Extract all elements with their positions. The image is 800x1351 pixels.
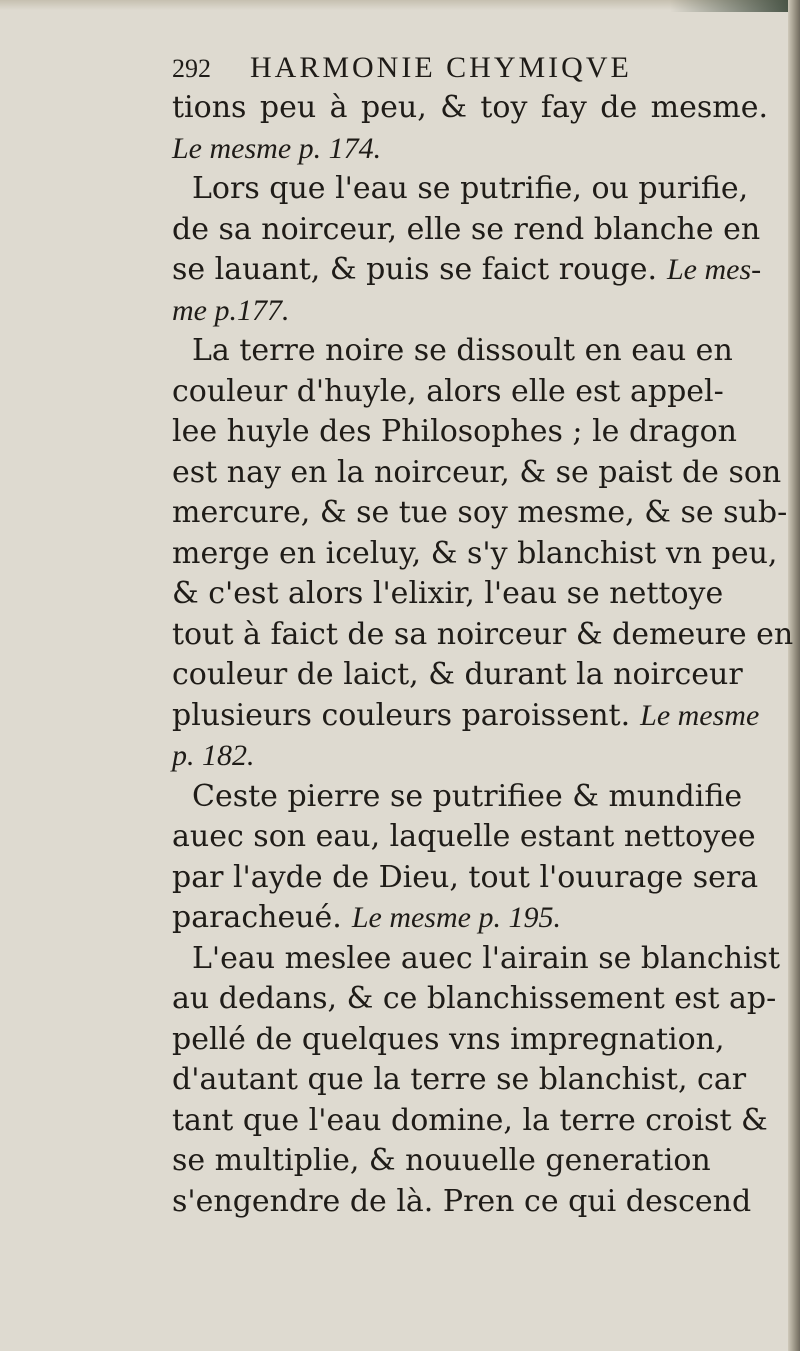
text-line (172, 250, 772, 291)
line-text: tions peu à peu, & toy fay de mesme. (172, 90, 768, 125)
line-text: mercure, & se tue soy mesme, & se sub- (172, 495, 788, 530)
text-line (172, 898, 772, 939)
text-line (172, 1020, 772, 1061)
line-text: L'eau meslee auec l'airain se blanchist (192, 940, 781, 976)
line-text: paracheué. (172, 900, 342, 935)
text-line (172, 736, 772, 777)
line-text: couleur de laict, & durant la noirceur (172, 657, 743, 692)
text-line (172, 574, 772, 615)
text-line (172, 534, 778, 575)
text-line (172, 858, 772, 899)
text-line (172, 291, 772, 332)
line-text: de sa noirceur, elle se rend blanche en (172, 211, 761, 247)
line-text: couleur d'huyle, alors elle est appel- (172, 373, 724, 409)
line-text: plusieurs couleurs paroissent. (172, 697, 631, 733)
reference: Le mes- (667, 253, 762, 286)
text-line (172, 412, 772, 453)
text-block (172, 48, 794, 1222)
paragraph-start (172, 169, 772, 210)
line-text: La terre noire se dissoult en eau en (192, 333, 733, 368)
line-text: se multiplie, & nouuelle generation (172, 1143, 711, 1178)
running-head (172, 48, 772, 88)
running-title: HARMONIE CHYMIQVE (250, 51, 632, 84)
line-text: s'engendre de là. Pren ce qui descend (172, 1183, 752, 1219)
text-line (172, 615, 794, 656)
page-fore-edge (788, 0, 800, 1351)
line-text: par l'ayde de Dieu, tout l'ouurage sera (172, 859, 759, 895)
page-number: 292 (172, 54, 211, 83)
line-text: pellé de quelques vns impregnation, (172, 1021, 725, 1057)
reference: Le mesme p. 195. (351, 901, 561, 934)
text-line (172, 88, 768, 129)
text-line (172, 817, 772, 858)
text-line (172, 696, 772, 737)
text-line (172, 979, 777, 1020)
reference: Le mesme p. 174. (172, 131, 382, 165)
paragraph-start (172, 939, 781, 980)
text-line (172, 1060, 772, 1101)
line-text: tant que l'eau domine, la terre croist & (172, 1102, 768, 1138)
text-line (172, 1141, 772, 1182)
line-text: est nay en la noirceur, & se paist de son (172, 454, 782, 490)
reference: p. 182. (172, 739, 255, 772)
text-line (172, 493, 788, 534)
line-text: & c'est alors l'elixir, l'eau se nettoye (172, 576, 724, 611)
text-line (172, 372, 772, 413)
line-text: Lors que l'eau se putrifie, ou purifie, (192, 171, 749, 206)
paragraph-start (172, 331, 772, 372)
line-text: tout à faict de sa noirceur & demeure en (172, 616, 794, 652)
line-text: d'autant que la terre se blanchist, car (172, 1062, 747, 1097)
line-text: Ceste pierre se putrifiee & mundifie (192, 778, 743, 814)
line-text: merge en iceluy, & s'y blanchist vn peu, (172, 535, 778, 571)
reference: Le mesme (640, 698, 760, 732)
text-line (172, 453, 782, 494)
text-line (172, 655, 772, 696)
reference: me p.177. (172, 293, 290, 327)
text-line (172, 129, 772, 170)
page-corner-shadow (670, 0, 800, 12)
line-text: lee huyle des Philosophes ; le dragon (172, 414, 737, 449)
text-line (172, 1182, 772, 1223)
paragraph-start (172, 777, 772, 818)
line-text: au dedans, & ce blanchissement est ap- (172, 981, 777, 1016)
line-text: auec son eau, laquelle estant nettoyee (172, 819, 756, 854)
text-line (172, 1101, 772, 1142)
text-line (172, 210, 772, 251)
line-text: se lauant, & puis se faict rouge. (172, 252, 657, 287)
